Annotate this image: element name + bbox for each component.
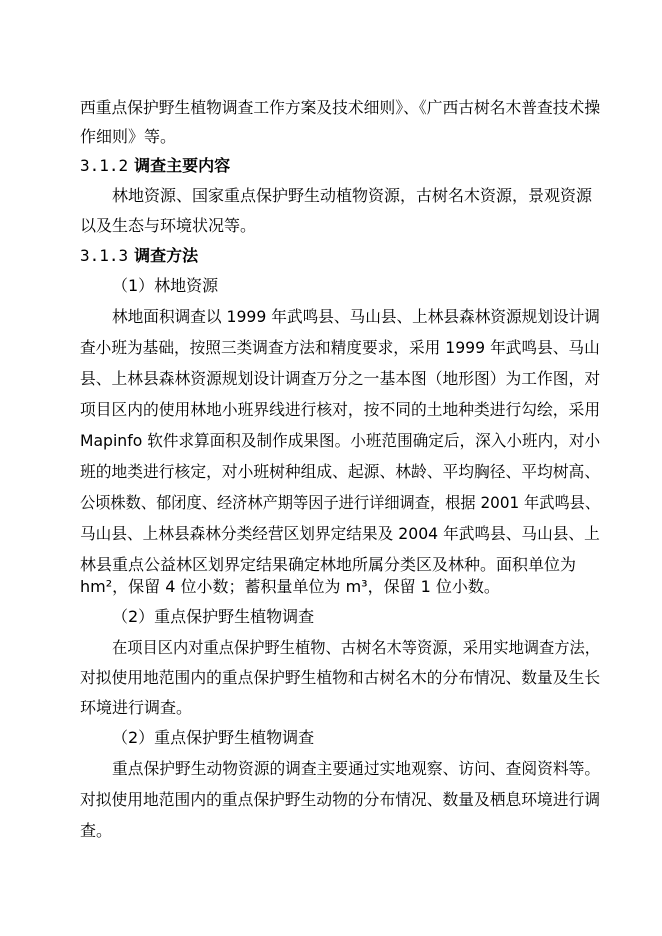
paragraph-line: 班的地类进行核定，对小班树种组成、起源、林龄、平均胸径、平均树高、 <box>80 462 601 481</box>
paragraph-line: 作细则》等。 <box>80 127 177 146</box>
section-title: 调查方法 <box>134 246 199 265</box>
paragraph-line: 林地面积调查以 1999 年武鸣县、马山县、上林县森林资源规划设计调 <box>112 307 600 326</box>
paragraph-line: 林地资源、国家重点保护野生动植物资源，古树名木资源，景观资源 <box>112 186 593 205</box>
section-heading-3-1-3 <box>80 245 198 267</box>
paragraph-line: 环境进行调查。 <box>80 698 193 717</box>
paragraph-line: 查。 <box>80 821 113 840</box>
section-title: 调查主要内容 <box>134 156 231 175</box>
paragraph-line: 公顷株数、郁闭度、经济林产期等因子进行详细调查，根据 2001 年武鸣县、 <box>80 493 601 512</box>
paragraph-line: 县、上林县森林资源规划设计调查万分之一基本图（地形图）为工作图，对 <box>80 369 601 388</box>
subsection-heading-plants: （2）重点保护野生植物调查 <box>112 607 315 626</box>
section-heading-3-1-2 <box>80 155 230 177</box>
subsection-heading-forest: （1）林地资源 <box>112 276 219 295</box>
paragraph-line: 对拟使用地范围内的重点保护野生动物的分布情况、数量及栖息环境进行调 <box>80 790 601 809</box>
paragraph-line: Mapinfo 软件求算面积及制作成果图。小班范围确定后，深入小班内，对小 <box>80 431 601 450</box>
paragraph-line: 马山县、上林县森林分类经营区划界定结果及 2004 年武鸣县、马山县、上 <box>80 524 600 543</box>
paragraph-line: 项目区内的使用林地小班界线进行核对，按不同的土地种类进行勾绘，采用 <box>80 400 601 419</box>
section-number: 3.1.3 <box>80 246 129 265</box>
subsection-heading-animals: （2）重点保护野生植物调查 <box>112 728 315 747</box>
paragraph-line: hm²，保留 4 位小数；蓄积量单位为 m³，保留 1 位小数。 <box>80 577 500 596</box>
paragraph-line: 查小班为基础，按照三类调查方法和精度要求，采用 1999 年武鸣县、马山 <box>80 338 600 357</box>
paragraph-line: 西重点保护野生植物调查工作方案及技术细则》、《广西古树名木普查技术操 <box>80 98 601 117</box>
paragraph-line: 对拟使用地范围内的重点保护野生植物和古树名木的分布情况、数量及生长 <box>80 668 601 687</box>
paragraph-line: 重点保护野生动物资源的调查主要通过实地观察、访问、查阅资料等。 <box>112 759 601 778</box>
section-number: 3.1.2 <box>80 156 129 175</box>
paragraph-line: 以及生态与环境状况等。 <box>80 216 257 235</box>
paragraph-line: 在项目区内对重点保护野生植物、古树名木等资源，采用实地调查方法， <box>112 638 600 657</box>
paragraph-line: 林县重点公益林区划界定结果确定林地所属分类区及林种。面积单位为 <box>80 555 577 574</box>
